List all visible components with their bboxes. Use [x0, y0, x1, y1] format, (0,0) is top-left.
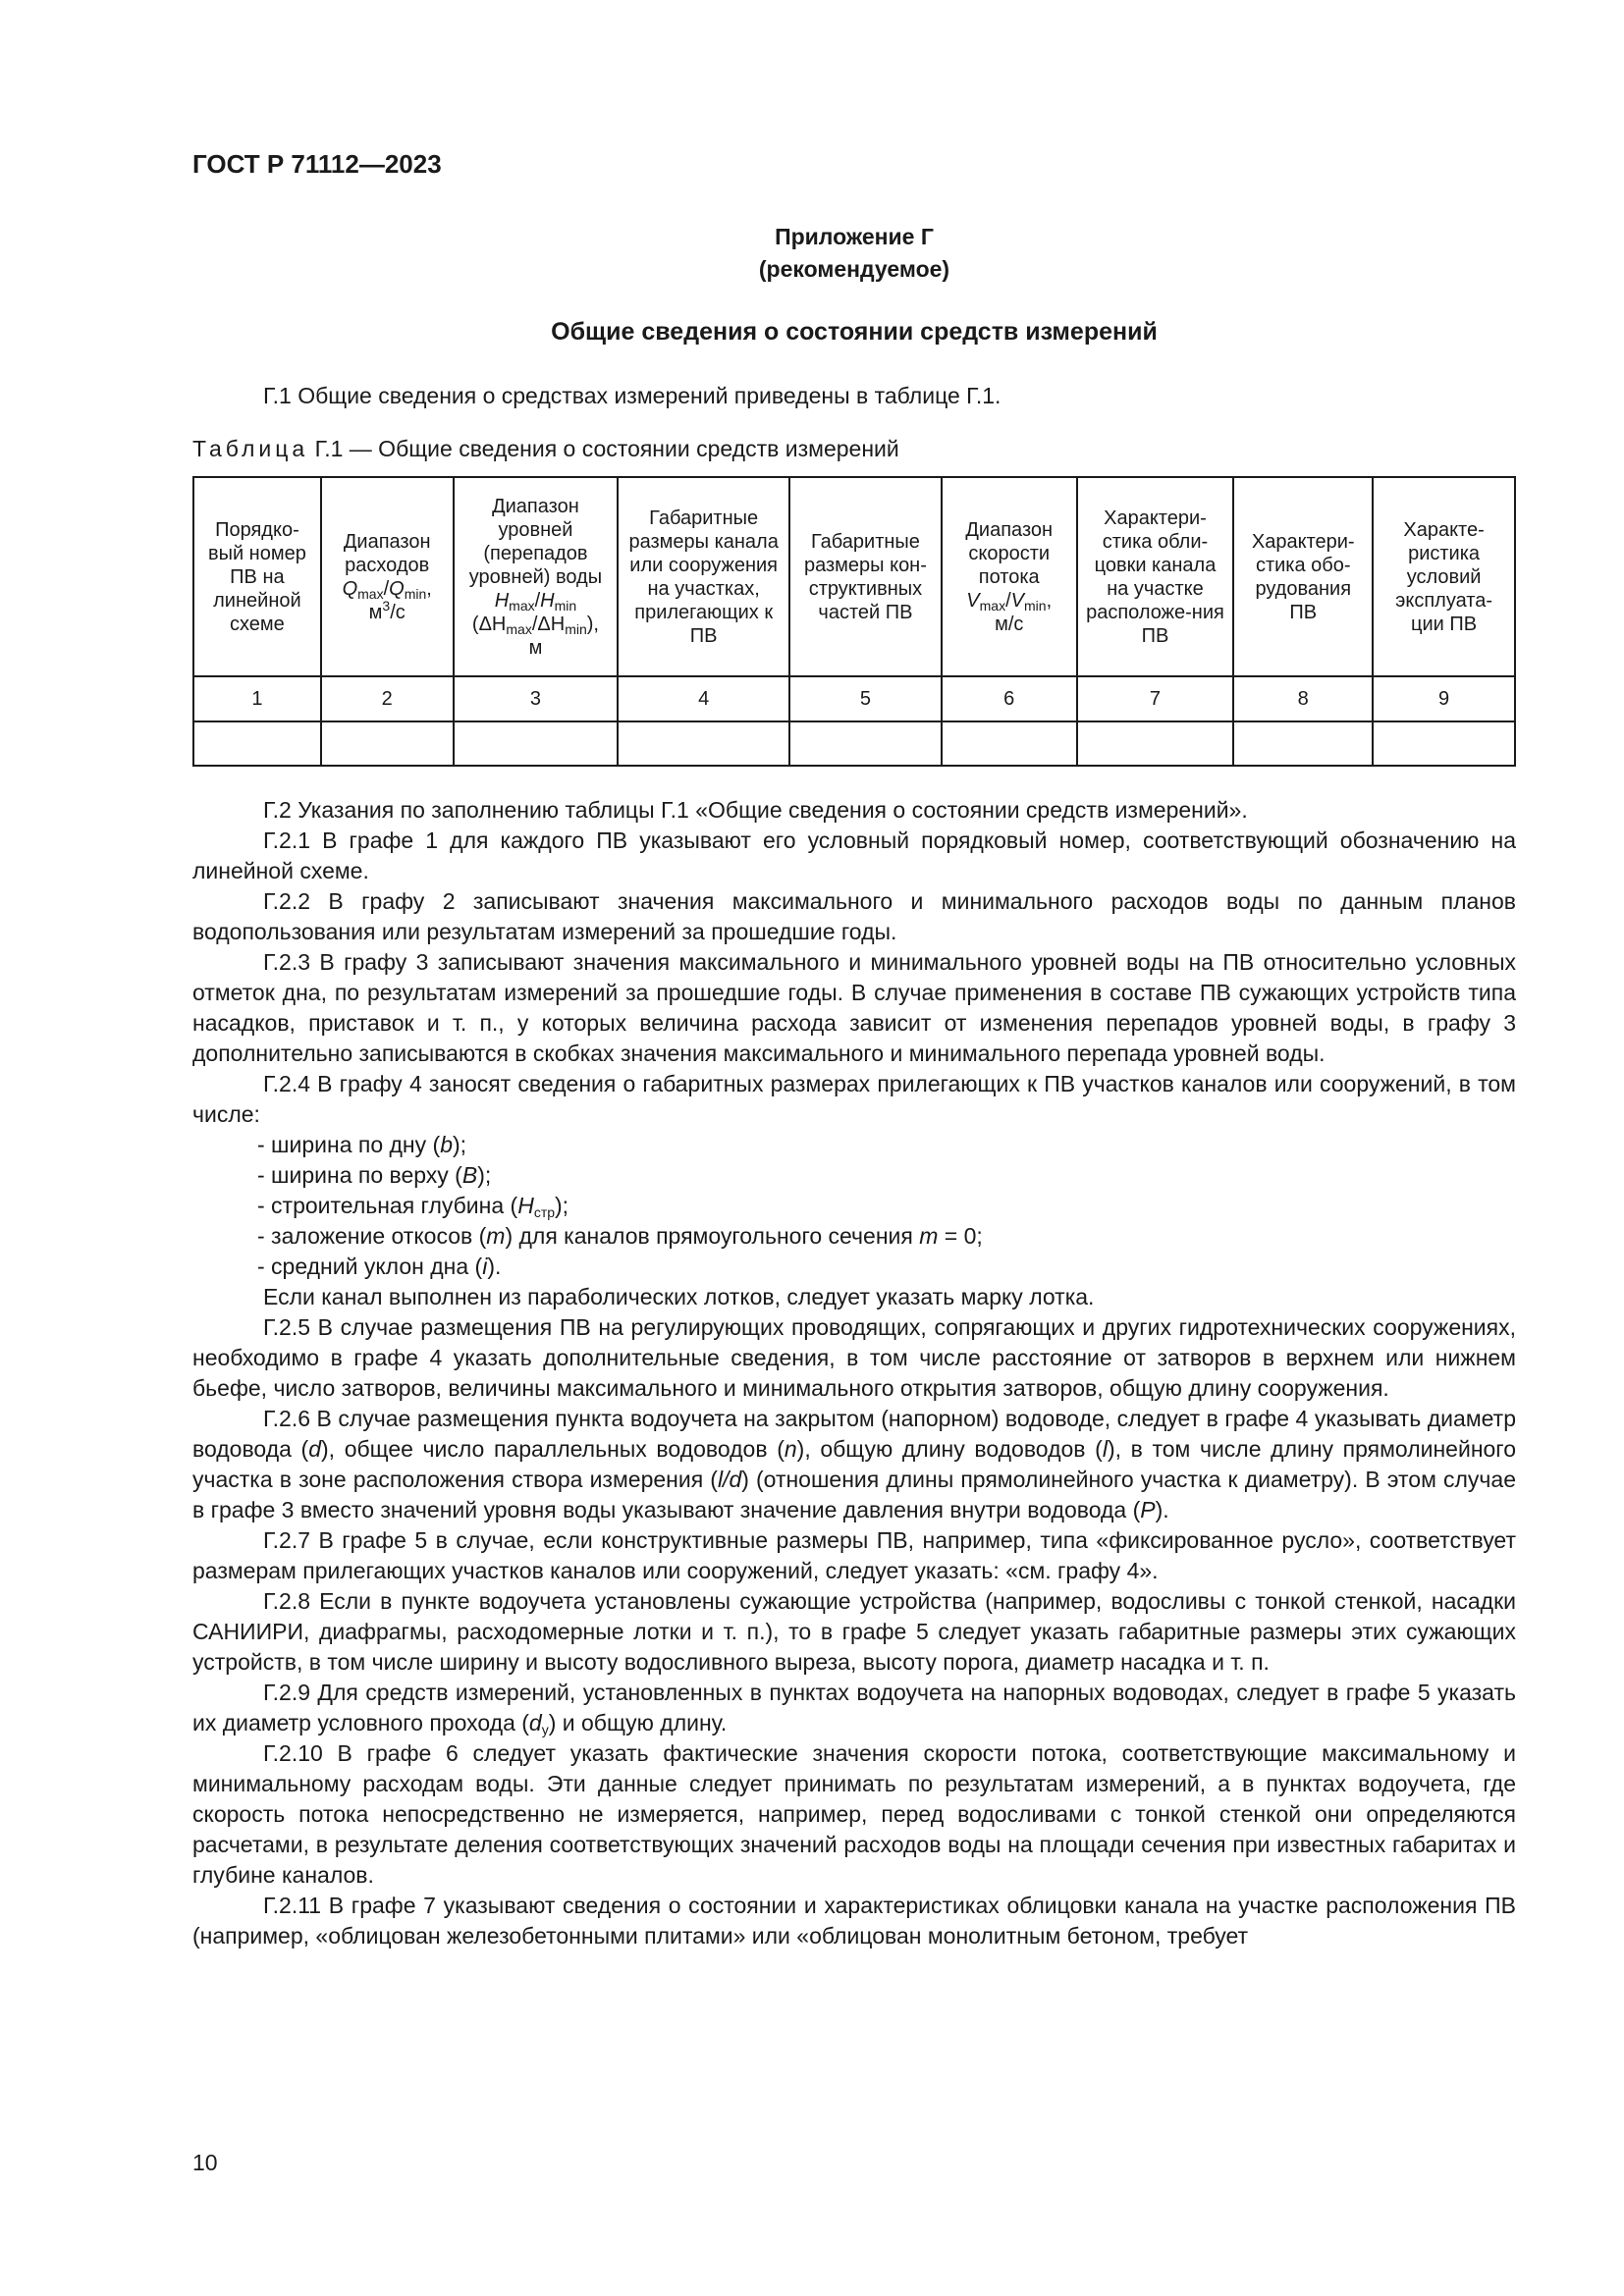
- list-item: - средний уклон дна (i).: [257, 1254, 502, 1279]
- empty-cell: [1233, 721, 1373, 766]
- intro-paragraph: Г.1 Общие сведения о средствах измерений приведены в таблице Г.1.: [263, 383, 1001, 408]
- header-cell-1: Порядко-вый номер ПВ на линейной схеме: [193, 477, 321, 676]
- paragraph-g2-11: Г.2.11 В графе 7 указывают сведения о состоянии и характеристиках облицовки канала на участке расположения ПВ (например, «облицован железобетонными плитами» или «облицован монолитным бетоном, требует: [192, 1893, 1516, 1949]
- column-number: 1: [193, 676, 321, 721]
- body-text: [192, 795, 1516, 1951]
- paragraph-g2-8: Г.2.8 Если в пункте водоучета установлены сужающие устройства (например, водосливы с тонкой стенкой, насадки САНИИРИ, диафрагмы, расходомерные лотки и т. п.), то в графе 5 следует указать габаритные размеры этих сужающих устройств, в том числе ширину и высоту водосливного выреза, высоту порога, диаметр насадка и т. п.: [192, 1588, 1516, 1675]
- paragraph-g2-3: Г.2.3 В графу 3 записывают значения максимального и минимального уровней воды на ПВ относительно условных отметок дна, по результатам измерений за прошедшие годы. В случае применения в составе ПВ сужающих устройств типа насадков, приставок и т. п., у которых величина расхода зависит от изменения перепадов уровней воды, в графу 3 дополнительно записываются в скобках значения максимального и минимального перепада уровней воды.: [192, 949, 1516, 1066]
- table-caption-word: Таблица: [192, 436, 309, 461]
- column-number: 2: [321, 676, 454, 721]
- header-cell-5: Габаритные размеры кон-структивных частей ПВ: [789, 477, 942, 676]
- paragraph-g2-4-tail: Если канал выполнен из параболических лотков, следует указать марку лотка.: [263, 1284, 1095, 1309]
- paragraph-g2-2: Г.2.2 В графу 2 записывают значения максимального и минимального расходов воды по данным планов водопользования или результатам измерений за прошедшие годы.: [192, 888, 1516, 944]
- list-item: - заложение откосов (m) для каналов прямоугольного сечения m = 0;: [257, 1223, 983, 1249]
- empty-cell: [618, 721, 789, 766]
- paragraph-g2-5: Г.2.5 В случае размещения ПВ на регулирующих проводящих, сопрягающих и других гидротехнических сооружениях, необходимо в графе 4 указать дополнительные сведения, в том числе расстояние от затворов в верхнем или нижнем бьефе, число затворов, величины максимального и минимального открытия затворов, общую длину сооружения.: [192, 1314, 1516, 1401]
- column-number: 3: [454, 676, 619, 721]
- header-cell-4: Габаритные размеры канала или сооружения на участках, прилегающих к ПВ: [618, 477, 789, 676]
- paragraph-g2-9: Г.2.9 Для средств измерений, установленных в пунктах водоучета на напорных водоводах, следует в графе 5 указать их диаметр условного прохода $(d_у)$ и общую длину.: [192, 1680, 1516, 1737]
- section-title: Общие сведения о состоянии средств измерений: [551, 318, 1158, 346]
- list-item: - ширина по дну (b);: [257, 1132, 467, 1157]
- paragraph-g2-1: Г.2.1 В графе 1 для каждого ПВ указывают его условный порядковый номер, соответствующий обозначению на линейной схеме.: [192, 828, 1516, 883]
- column-number: 6: [942, 676, 1077, 721]
- empty-data-row: [193, 721, 1515, 766]
- table-caption-text: Г.1 — Общие сведения о состоянии средств измерений: [308, 436, 899, 461]
- document-id: ГОСТ Р 71112—2023: [192, 149, 442, 179]
- appendix-subtitle: (рекомендуемое): [758, 256, 950, 282]
- appendix-heading: [192, 221, 1516, 286]
- list-item: - строительная глубина $(H_{стр})$;: [257, 1193, 569, 1220]
- empty-cell: [321, 721, 454, 766]
- column-number-row: [193, 676, 1515, 721]
- table-header-row: [193, 477, 1515, 676]
- header-cell-8: Характери-стика обо-рудования ПВ: [1233, 477, 1373, 676]
- empty-cell: [942, 721, 1077, 766]
- paragraph-g2-10: Г.2.10 В графе 6 следует указать фактические значения скорости потока, соответствующие максимальному и минимальному расходам воды. Эти данные следует принимать по результатам измерений, а в пунктах водоучета, где скорость потока непосредственно не измеряется, например, перед водосливами с тонкой стенкой они определяются расчетами, в результате деления соответствующих значений расходов воды на площади сечения при известных габаритах и глубине каналов.: [192, 1740, 1516, 1888]
- column-number: 5: [789, 676, 942, 721]
- empty-cell: [1077, 721, 1234, 766]
- column-number: 8: [1233, 676, 1373, 721]
- page-number: 10: [192, 2150, 218, 2175]
- empty-cell: [1373, 721, 1515, 766]
- header-cell-9: Характе-ристика условий эксплуата-ции ПВ: [1373, 477, 1515, 676]
- paragraph-g2-6: Г.2.6 В случае размещения пункта водоучета на закрытом (напорном) водоводе, следует в графе 4 указывать диаметр водовода (d), общее число параллельных водоводов (n), общую длину водоводов (l), в том числе длину прямолинейного участка в зоне расположения створа измерения (l/d) (отношения длины прямолинейного участка к диаметру). В этом случае в графе 3 вместо значений уровня воды указывают значение давления внутри водовода (P).: [192, 1406, 1516, 1522]
- table-caption: [192, 433, 899, 464]
- measurement-table: [192, 476, 1516, 767]
- column-number: 4: [618, 676, 789, 721]
- column-number: 7: [1077, 676, 1234, 721]
- paragraph-g2-4: Г.2.4 В графу 4 заносят сведения о габаритных размерах прилегающих к ПВ участков каналов или сооружений, в том числе:: [192, 1071, 1516, 1127]
- header-cell-3: Диапазон уровней (перепадов уровней) воды $H_{max}/H_{min}$ $(\Delta H_{max}/\Delta H_{min})$, м: [454, 477, 619, 676]
- column-number: 9: [1373, 676, 1515, 721]
- paragraph-g2-7: Г.2.7 В графе 5 в случае, если конструктивные размеры ПВ, например, типа «фиксированное русло», соответствует размерам прилегающих участков каналов или сооружений, следует указать: «см. графу 4».: [192, 1527, 1516, 1583]
- empty-cell: [789, 721, 942, 766]
- dimension-list: [192, 1130, 1516, 1282]
- header-cell-7: Характери-стика обли-цовки канала на участке расположе-ния ПВ: [1077, 477, 1234, 676]
- appendix-title: Приложение Г: [775, 224, 934, 249]
- empty-cell: [454, 721, 619, 766]
- header-cell-6: Диапазон скорости потока $V_{max}/V_{min}$, м/с: [942, 477, 1077, 676]
- empty-cell: [193, 721, 321, 766]
- list-item: - ширина по верху (B);: [257, 1162, 492, 1188]
- header-cell-2: Диапазон расходов $Q_{max}/Q_{min}$, $м^3/с$: [321, 477, 454, 676]
- paragraph-g2: Г.2 Указания по заполнению таблицы Г.1 «Общие сведения о состоянии средств измерений».: [263, 797, 1248, 823]
